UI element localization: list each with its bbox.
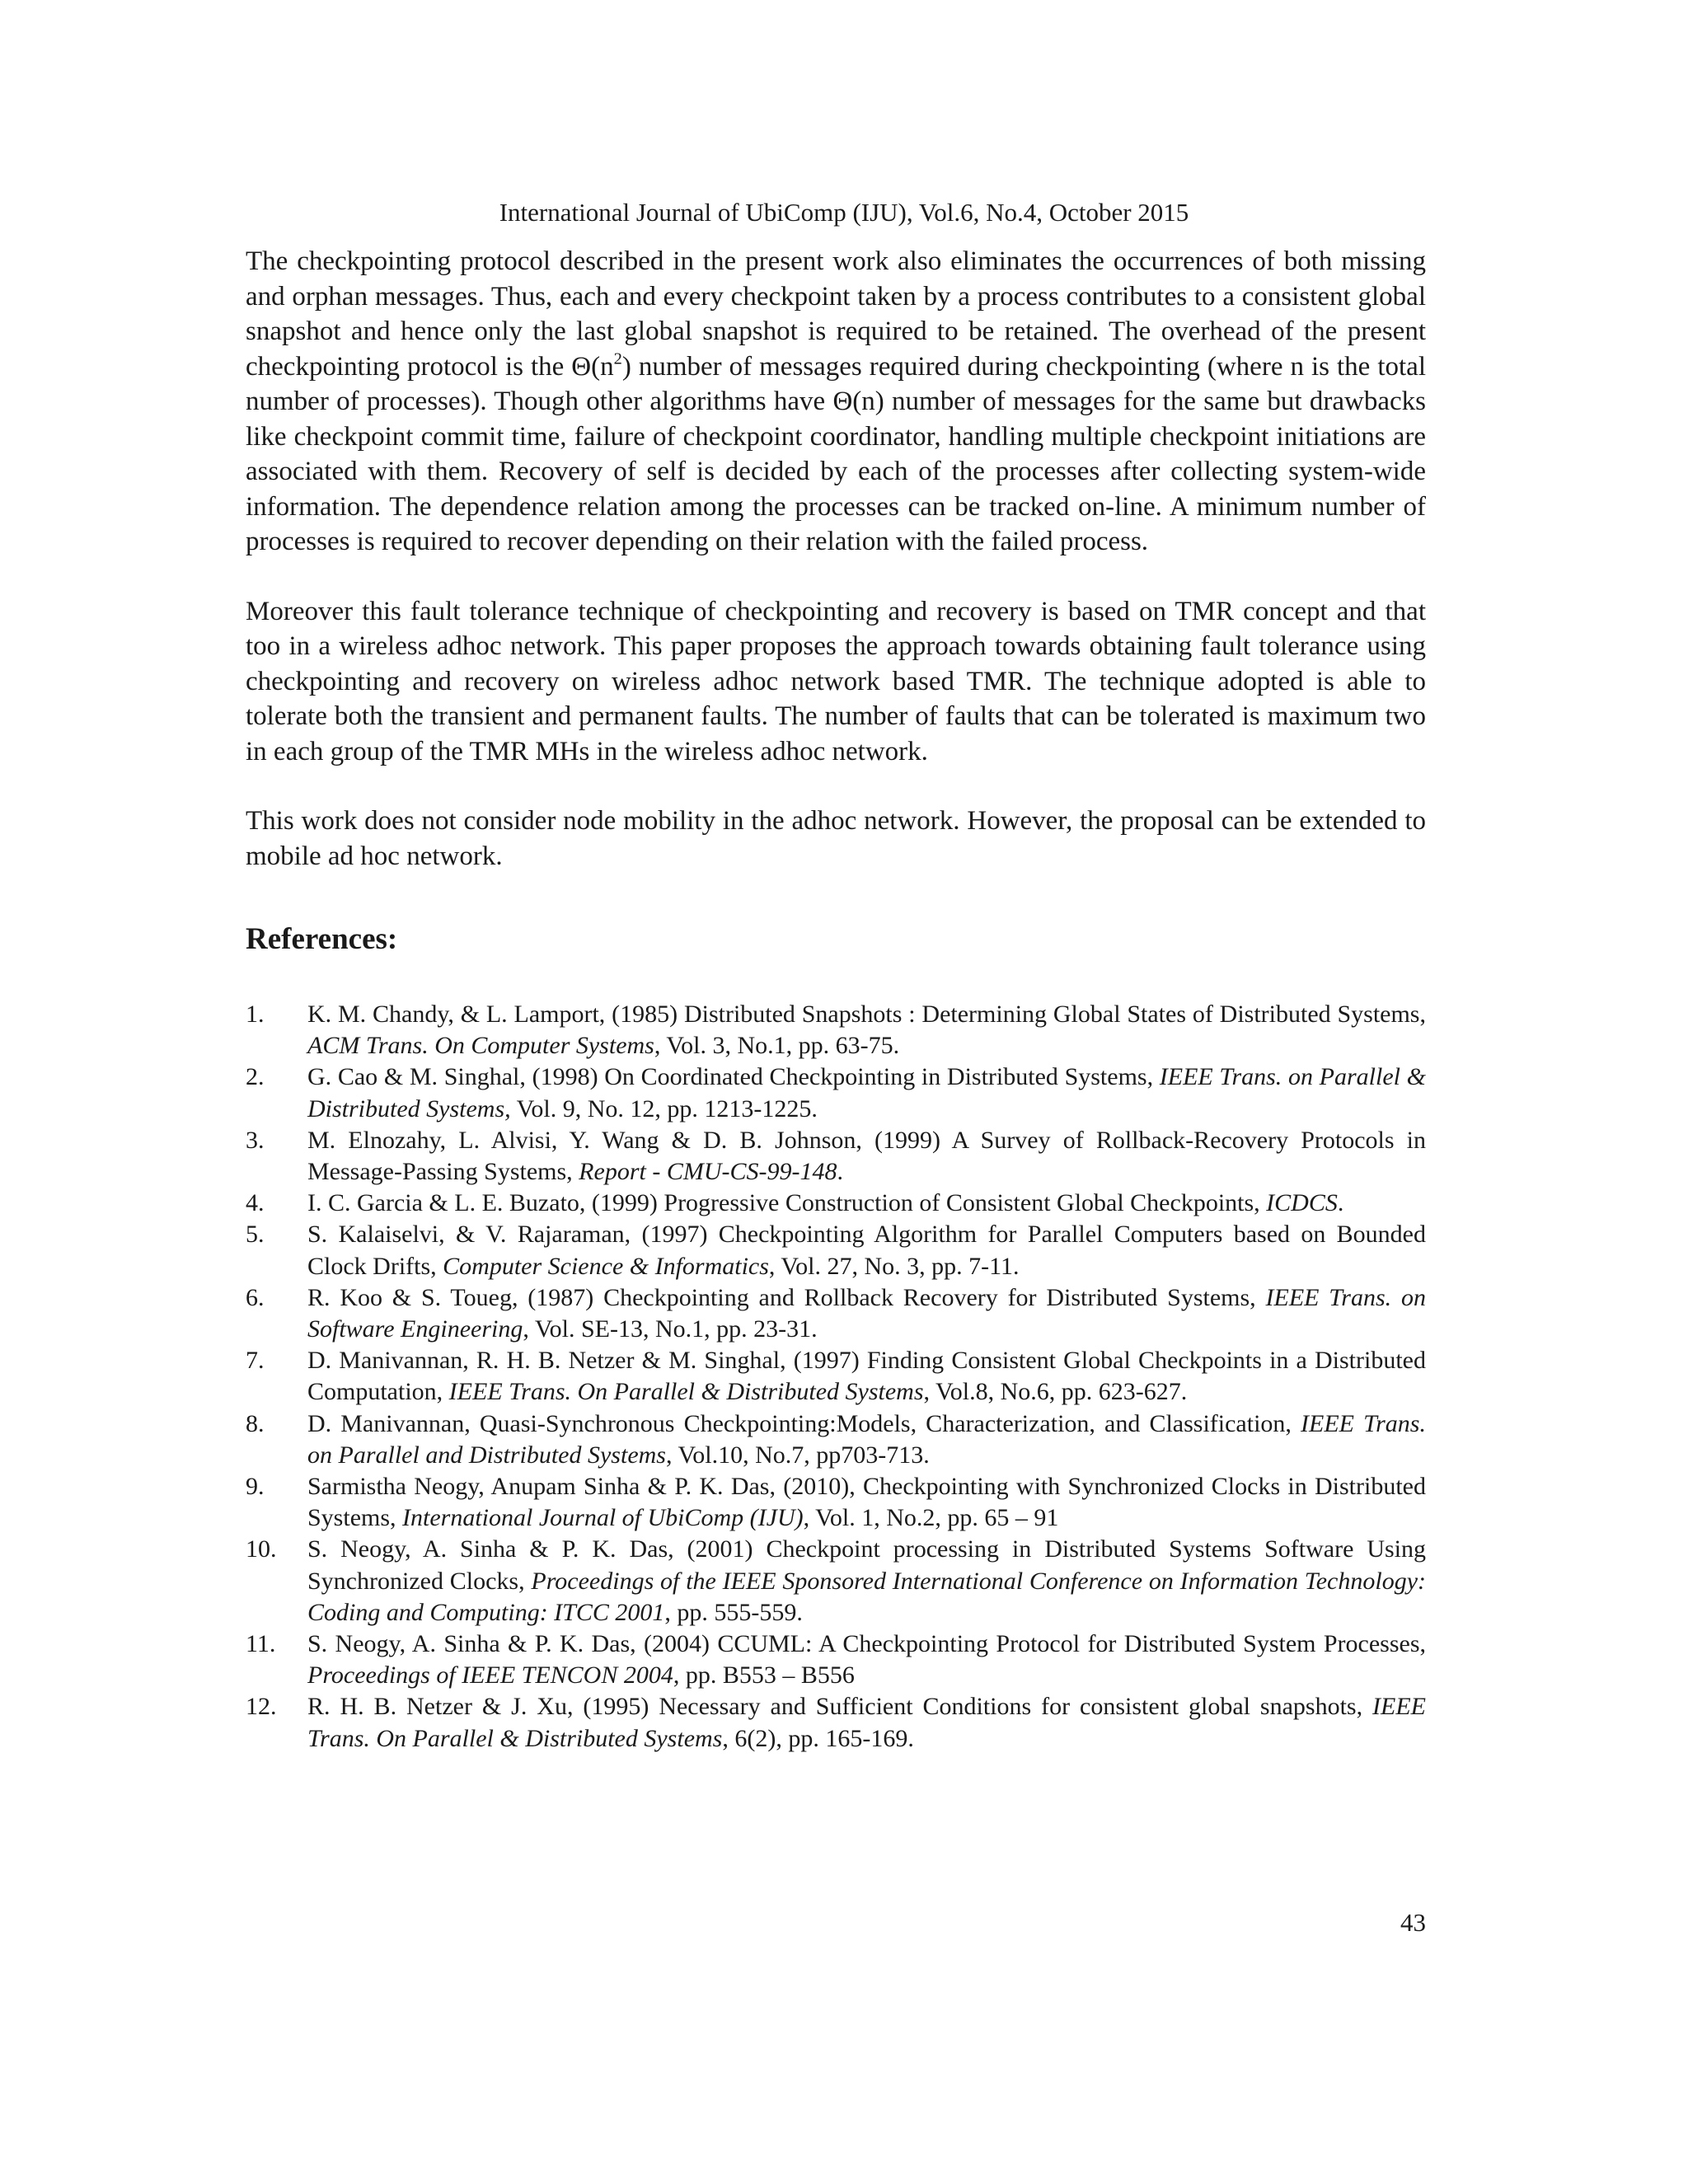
reference-venue: International Journal of UbiComp (IJU)	[402, 1504, 804, 1532]
reference-venue: IEEE Trans. On Parallel & Distributed Systems	[448, 1378, 924, 1406]
reference-venue: Proceedings of IEEE TENCON 2004	[307, 1661, 673, 1690]
reference-details: , 6(2), pp. 165-169.	[722, 1724, 914, 1752]
reference-venue: Computer Science & Informatics	[443, 1252, 769, 1280]
reference-details: , Vol. 27, No. 3, pp. 7-11.	[768, 1252, 1020, 1280]
reference-number: 7.	[246, 1347, 265, 1375]
reference-text: S. Neogy, A. Sinha & P. K. Das, (2004) CCUML: A Checkpointing Protocol for Distributed System Processes,	[307, 1630, 1426, 1658]
paragraph-1	[246, 244, 1426, 560]
page-content	[246, 244, 1426, 1755]
reference-details: , Vol.8, No.6, pp. 623-627.	[923, 1378, 1188, 1406]
reference-item	[246, 1345, 1426, 1408]
reference-text: G. Cao & M. Singhal, (1998) On Coordinated Checkpointing in Distributed Systems,	[307, 1063, 1160, 1091]
reference-text: D. Manivannan, Quasi-Synchronous Checkpointing:Models, Characterization, and Classification,	[307, 1409, 1301, 1437]
reference-details: , Vol. 1, No.2, pp. 65 – 91	[803, 1504, 1059, 1532]
reference-item	[246, 1219, 1426, 1282]
reference-item	[246, 1408, 1426, 1471]
reference-venue: ICDCS	[1266, 1189, 1338, 1217]
reference-number: 11.	[246, 1630, 276, 1658]
reference-text: M. Elnozahy, L. Alvisi, Y. Wang & D. B. Johnson, (1999) A Survey of Rollback-Recovery Protocols in Message-Passing Systems,	[307, 1126, 1426, 1186]
reference-details: , Vol.10, No.7, pp703-713.	[665, 1441, 930, 1469]
reference-details: Vol. 9, No. 12, pp. 1213-1225.	[510, 1094, 818, 1122]
reference-number: 6.	[246, 1283, 265, 1311]
reference-number: 4.	[246, 1189, 265, 1217]
reference-item	[246, 1125, 1426, 1188]
reference-details: .	[1337, 1189, 1344, 1217]
reference-number: 2.	[246, 1063, 265, 1091]
reference-item	[246, 1629, 1426, 1691]
reference-text: Sarmistha Neogy, Anupam Sinha & P. K. Das, (2010), Checkpointing with Synchronized Clocks in Distributed Systems,	[307, 1473, 1426, 1532]
running-header: International Journal of UbiComp (IJU), Vol.6, No.4, October 2015	[499, 198, 1189, 227]
reference-item	[246, 1471, 1426, 1534]
reference-item	[246, 1282, 1426, 1345]
reference-text: S. Neogy, A. Sinha & P. K. Das, (2001) Checkpoint processing in Distributed Systems Software Using Synchronized Clocks,	[307, 1535, 1426, 1595]
reference-details: , pp. B553 – B556	[673, 1661, 855, 1690]
reference-number: 5.	[246, 1221, 265, 1249]
reference-details: .	[837, 1158, 843, 1186]
reference-item	[246, 999, 1426, 1062]
superscript-2: 2	[613, 349, 622, 368]
reference-text: R. H. B. Netzer & J. Xu, (1995) Necessary and Sufficient Conditions for consistent global snapshots,	[307, 1693, 1373, 1721]
paragraph-1-part-b: ) number of messages required during checkpointing (where n is the total number of processes). Though other algorithms have Θ(n) number of messages for the same but drawbacks like checkpoint commit time, failure of checkpoint coordinator, handling multiple checkpoint initiations are associated with them. Recovery of self is decided by each of the processes after collecting system-wide information. The dependence relation among the processes can be tracked on-line. A minimum number of processes is required to recover depending on their relation with the failed process.	[246, 351, 1426, 556]
reference-venue: Report - CMU-CS-99-148	[579, 1158, 837, 1186]
reference-number: 12.	[246, 1693, 277, 1721]
reference-details: , pp. 555-559.	[664, 1598, 803, 1626]
paragraph-1-part-a: The checkpointing protocol described in the present work also eliminates the occurrences of both missing and orphan messages. Thus, each and every checkpoint taken by a process contributes to a consistent global snapshot and hence only the last global snapshot is required to be retained. The overhead of the present checkpointing protocol is the Θ(n	[246, 246, 1426, 382]
reference-item	[246, 1691, 1426, 1754]
paragraph-2: Moreover this fault tolerance technique of checkpointing and recovery is based on TMR concept and that too in a wireless adhoc network. This paper proposes the approach towards obtaining fault tolerance using checkpointing and recovery on wireless adhoc network based TMR. The technique adopted is able to tolerate both the transient and permanent faults. The number of faults that can be tolerated is maximum two in each group of the TMR MHs in the wireless adhoc network.	[246, 596, 1426, 766]
references-heading: References:	[246, 922, 398, 956]
reference-text: K. M. Chandy, & L. Lamport, (1985) Distributed Snapshots : Determining Global States of Distributed Systems,	[307, 1001, 1426, 1028]
reference-venue: IEEE Trans. on Software Engineering	[307, 1283, 1426, 1343]
reference-venue: Proceedings of the IEEE Sponsored International Conference on Information Technology: Coding and Computing: ITCC 2001	[307, 1567, 1427, 1626]
reference-number: 9.	[246, 1473, 265, 1501]
reference-item	[246, 1188, 1426, 1219]
reference-number: 1.	[246, 1001, 265, 1028]
paragraph-3: This work does not consider node mobility in the adhoc network. However, the proposal can be extended to mobile ad hoc network.	[246, 806, 1426, 871]
reference-number: 8.	[246, 1409, 265, 1437]
reference-number: 3.	[246, 1126, 265, 1154]
references-list	[246, 999, 1426, 1755]
reference-venue: IEEE Trans. on Parallel and Distributed Systems	[307, 1409, 1426, 1469]
reference-details: , Vol. 3, No.1, pp. 63-75.	[654, 1032, 900, 1060]
reference-text: D. Manivannan, R. H. B. Netzer & M. Singhal, (1997) Finding Consistent Global Checkpoints in a Distributed Computation,	[307, 1347, 1426, 1406]
page-number: 43	[1400, 1908, 1426, 1937]
reference-item	[246, 1534, 1426, 1629]
reference-text: R. Koo & S. Toueg, (1987) Checkpointing and Rollback Recovery for Distributed Systems,	[307, 1283, 1266, 1311]
reference-details: , Vol. SE-13, No.1, pp. 23-31.	[523, 1315, 818, 1343]
reference-venue: IEEE Trans. on Parallel & Distributed Systems,	[307, 1063, 1427, 1122]
reference-venue: IEEE Trans. On Parallel & Distributed Systems	[307, 1693, 1426, 1752]
reference-text: I. C. Garcia & L. E. Buzato, (1999) Progressive Construction of Consistent Global Checkpoints,	[307, 1189, 1267, 1217]
reference-text: S. Kalaiselvi, & V. Rajaraman, (1997) Checkpointing Algorithm for Parallel Computers based on Bounded Clock Drifts,	[307, 1221, 1426, 1280]
reference-number: 10.	[246, 1535, 277, 1563]
reference-venue: ACM Trans. On Computer Systems	[307, 1032, 654, 1060]
reference-item	[246, 1062, 1426, 1124]
